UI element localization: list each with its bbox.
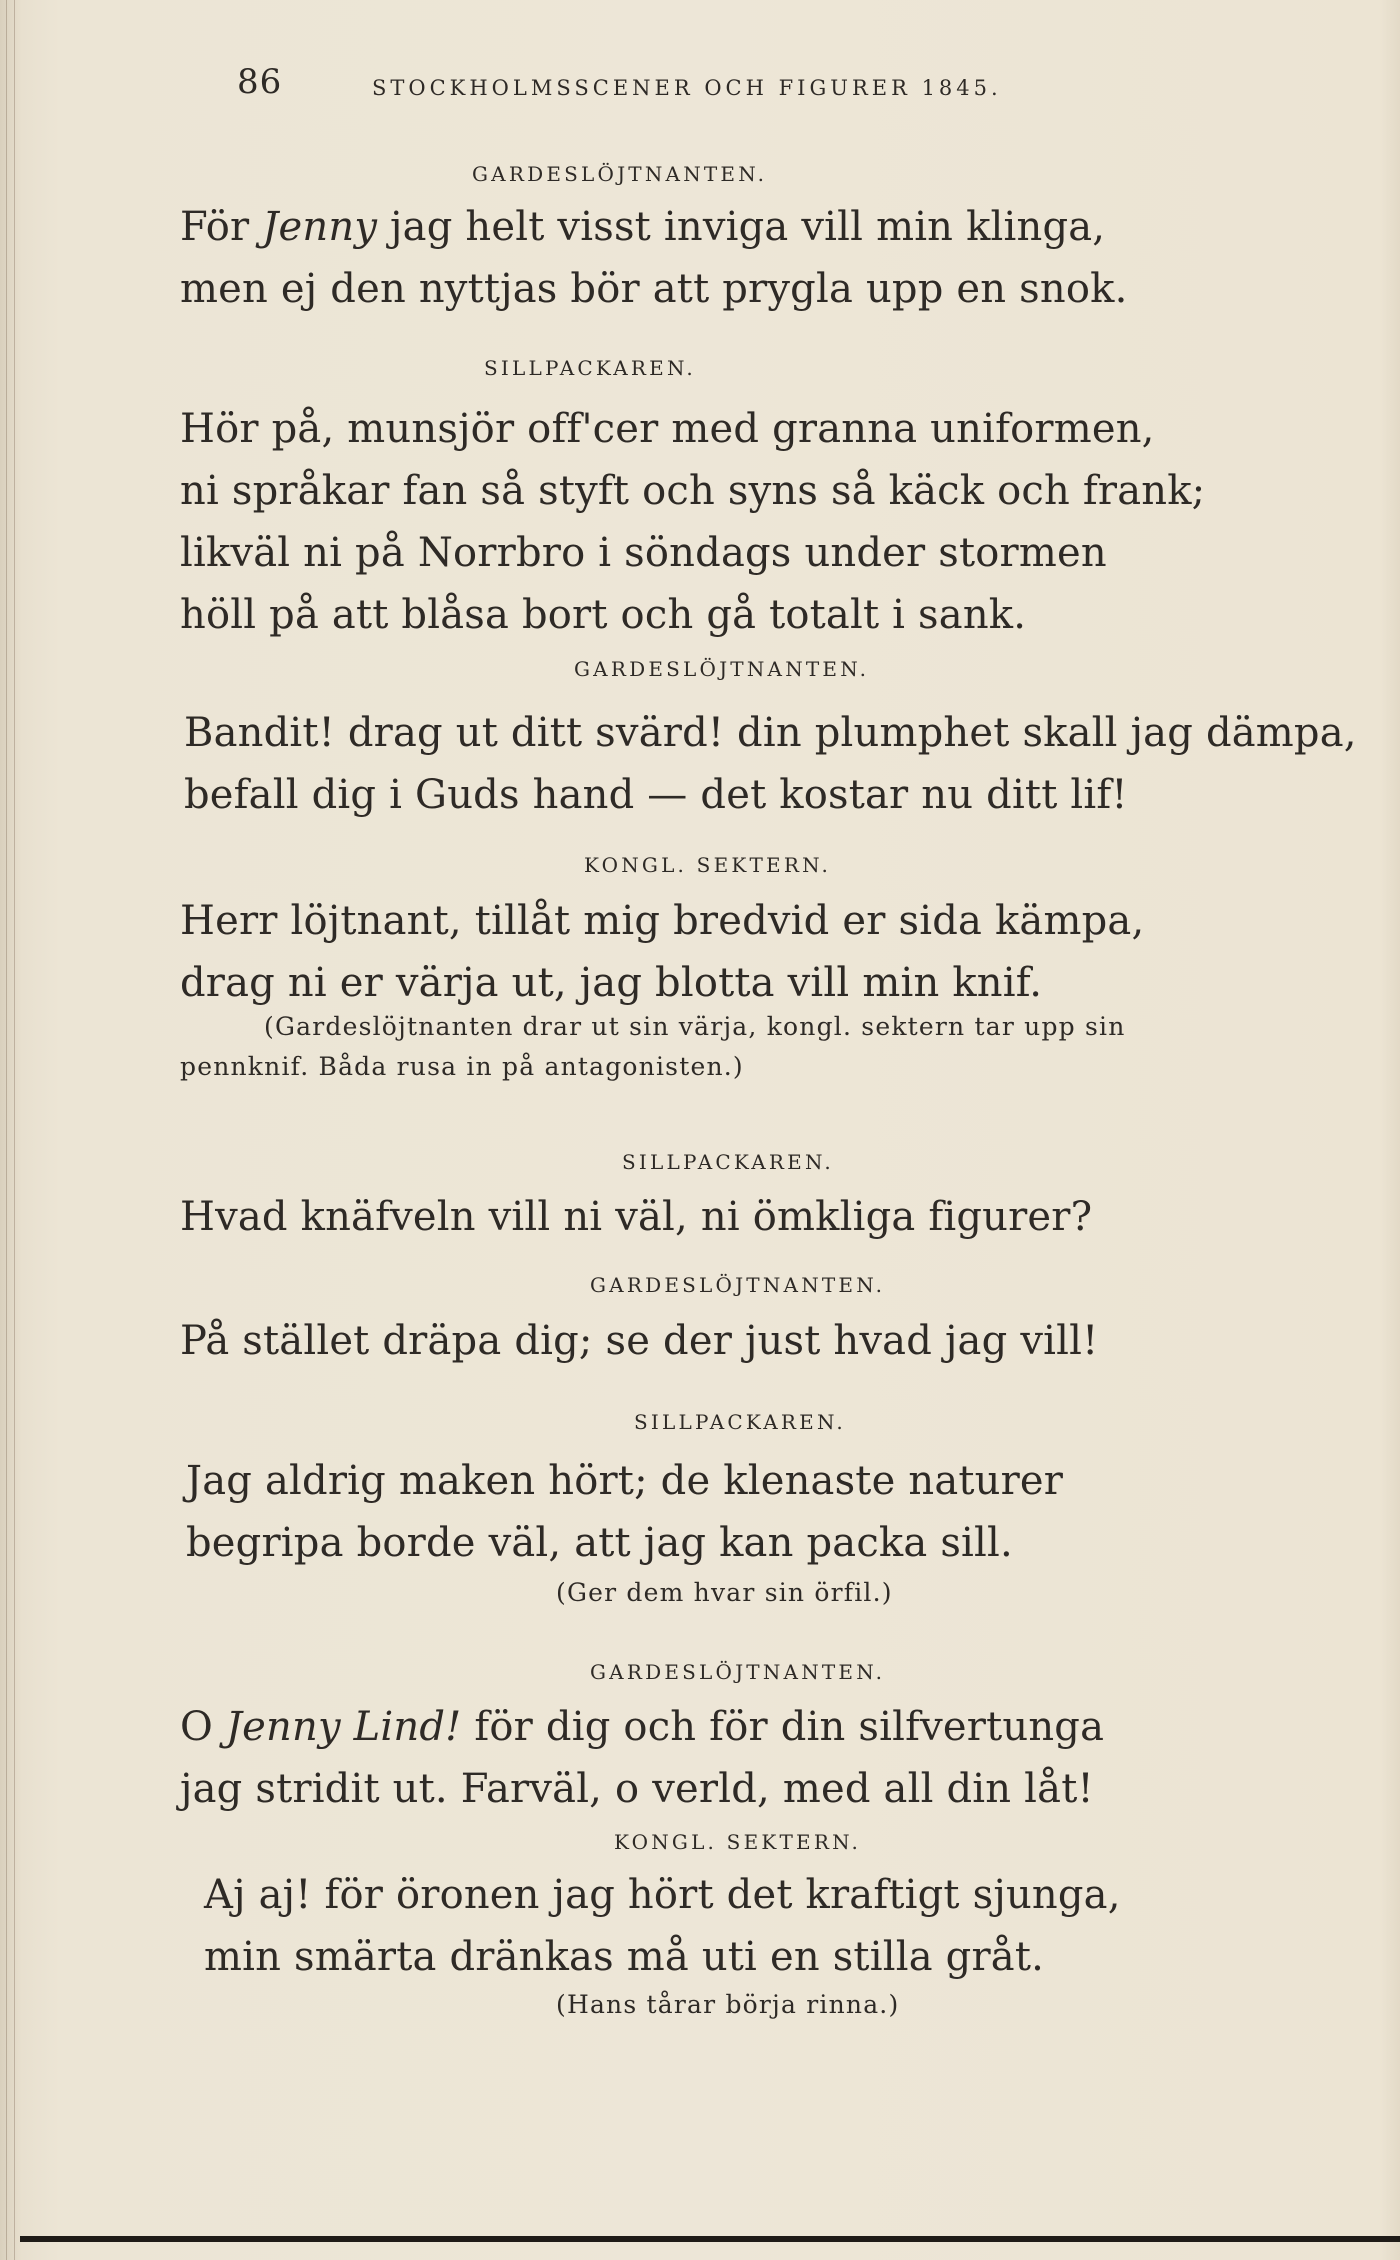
speaker-label: GARDESLÖJTNANTEN.: [590, 1660, 886, 1684]
verse-line: min smärta dränkas må uti en stilla gråt.: [204, 1934, 1045, 1980]
verse-block: [180, 196, 1128, 320]
speaker-label: GARDESLÖJTNANTEN.: [574, 657, 870, 681]
stage-direction-line: pennknif. Båda rusa in på antagonisten.): [180, 1052, 744, 1081]
stage-direction: [180, 1052, 744, 1092]
verse-line: ni språkar fan så styft och syns så käck och frank;: [180, 468, 1206, 514]
verse-line: För Jenny jag helt visst inviga vill min klinga,: [180, 204, 1106, 250]
verse-line: På stället dräpa dig; se der just hvad jag vill!: [180, 1318, 1099, 1364]
verse-line: Aj aj! för öronen jag hört det kraftigt sjunga,: [204, 1872, 1121, 1918]
verse-line: höll på att blåsa bort och gå totalt i sank.: [180, 592, 1027, 638]
stage-direction-line: (Gardeslöjtnanten drar ut sin värja, kongl. sektern tar upp sin: [264, 1012, 1126, 1041]
speaker-label: KONGL. SEKTERN.: [584, 853, 832, 877]
stage-direction-line: (Ger dem hvar sin örfil.): [556, 1578, 893, 1607]
verse-line: drag ni er värja ut, jag blotta vill min knif.: [180, 960, 1043, 1006]
verse-line: Herr löjtnant, tillåt mig bredvid er sida kämpa,: [180, 898, 1145, 944]
verse-line: Hvad knäfveln vill ni väl, ni ömkliga figurer?: [180, 1194, 1093, 1240]
bottom-border-rule: [20, 2236, 1400, 2242]
page-number: 86: [237, 62, 283, 102]
speaker-label: SILLPACKAREN.: [622, 1150, 834, 1174]
speaker-label: SILLPACKAREN.: [634, 1410, 846, 1434]
verse-line: Hör på, munsjör off'cer med granna uniformen,: [180, 406, 1155, 452]
verse-block: [184, 702, 1357, 826]
stage-direction-line: (Hans tårar börja rinna.): [556, 1990, 900, 2019]
speaker-label: SILLPACKAREN.: [484, 356, 696, 380]
spine-edge-line: [14, 0, 15, 2260]
verse-block: [180, 890, 1144, 1014]
verse-line: begripa borde väl, att jag kan packa sill.: [186, 1520, 1013, 1566]
verse-block: [180, 1310, 1098, 1372]
running-title: STOCKHOLMSSCENER OCH FIGURER 1845.: [372, 76, 1002, 100]
verse-line: befall dig i Guds hand — det kostar nu ditt lif!: [184, 772, 1128, 818]
verse-line: O Jenny Lind! för dig och för din silfvertunga: [180, 1704, 1105, 1750]
verse-line: Jag aldrig maken hört; de klenaste naturer: [186, 1458, 1064, 1504]
verse-block: [180, 1696, 1104, 1820]
speaker-label: GARDESLÖJTNANTEN.: [472, 162, 768, 186]
stage-direction: [556, 1990, 899, 2030]
verse-block: [180, 1186, 1092, 1248]
verse-line: jag stridit ut. Farväl, o verld, med all din låt!: [180, 1766, 1094, 1812]
verse-line: men ej den nyttjas bör att prygla upp en snok.: [180, 266, 1128, 312]
verse-line: likväl ni på Norrbro i söndags under stormen: [180, 530, 1107, 576]
stage-direction: [556, 1578, 893, 1618]
verse-line: Bandit! drag ut ditt svärd! din plumphet skall jag dämpa,: [184, 710, 1357, 756]
verse-block: [180, 398, 1205, 646]
spine-edge-line: [6, 0, 7, 2260]
verse-block: [204, 1864, 1121, 1988]
stage-direction: [264, 1012, 1126, 1052]
verse-block: [186, 1450, 1063, 1574]
speaker-label: KONGL. SEKTERN.: [614, 1830, 862, 1854]
speaker-label: GARDESLÖJTNANTEN.: [590, 1273, 886, 1297]
